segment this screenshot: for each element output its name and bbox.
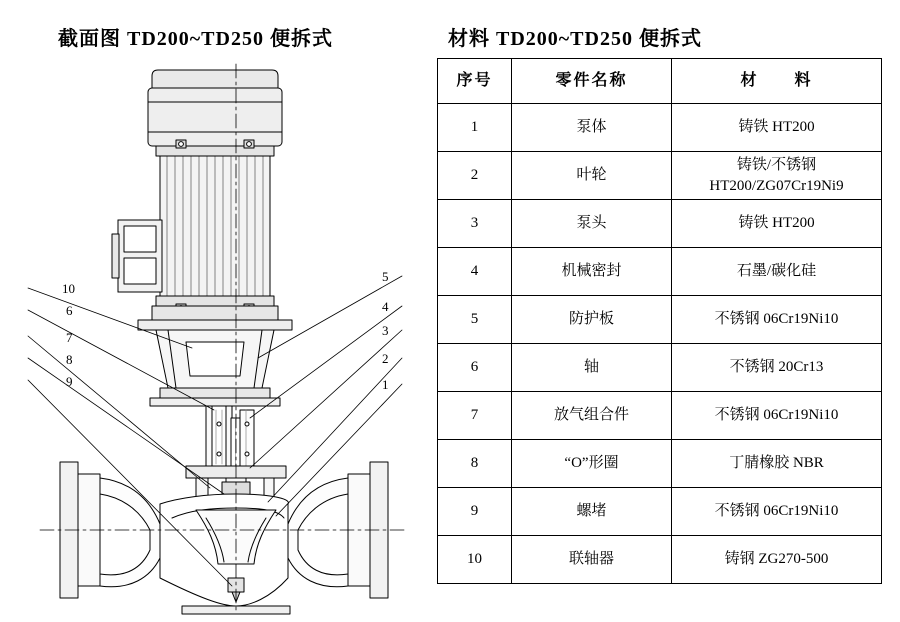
table-row [438, 536, 882, 584]
cell-index: 5 [438, 296, 512, 344]
cell-index: 6 [438, 344, 512, 392]
cell-part-name: 联轴器 [512, 536, 672, 584]
callout-label-1: 1 [382, 377, 389, 392]
callout-label-8: 8 [66, 352, 73, 367]
callout-label-9: 9 [66, 374, 73, 389]
callout-label-10: 10 [62, 281, 75, 296]
cell-part-name: “O”形圈 [512, 440, 672, 488]
cell-index: 1 [438, 104, 512, 152]
cell-part-name: 轴 [512, 344, 672, 392]
callout-label-5: 5 [382, 269, 389, 284]
cell-index: 4 [438, 248, 512, 296]
cell-material: 铸铁 HT200 [672, 200, 882, 248]
cell-index: 3 [438, 200, 512, 248]
cell-index: 10 [438, 536, 512, 584]
cell-material: 不锈钢 20Cr13 [672, 344, 882, 392]
materials-panel [430, 0, 900, 622]
callout-label-7: 7 [66, 330, 73, 345]
cell-part-name: 泵头 [512, 200, 672, 248]
cell-index: 7 [438, 392, 512, 440]
left-panel-title: 截面图 TD200~TD250 便拆式 [58, 28, 333, 50]
cell-material: 不锈钢 06Cr19Ni10 [672, 488, 882, 536]
table-row [438, 488, 882, 536]
column-header-material: 材 料 [672, 59, 882, 104]
table-header-row [438, 59, 882, 104]
cell-part-name: 机械密封 [512, 248, 672, 296]
cell-index: 8 [438, 440, 512, 488]
table-row [438, 248, 882, 296]
cell-material: 丁腈橡胶 NBR [672, 440, 882, 488]
table-row [438, 296, 882, 344]
cell-material [672, 152, 882, 200]
table-row [438, 392, 882, 440]
table-row [438, 200, 882, 248]
cell-material: 不锈钢 06Cr19Ni10 [672, 392, 882, 440]
sectional-drawing-panel [0, 0, 430, 622]
cell-material: 石墨/碳化硅 [672, 248, 882, 296]
cell-material-line2: HT200/ZG07Cr19Ni9 [709, 177, 844, 194]
cell-material-line1: 铸铁/不锈钢 [736, 157, 817, 174]
column-header-no: 序号 [438, 59, 512, 104]
table-row [438, 152, 882, 200]
materials-table [437, 58, 882, 584]
cell-material: 铸钢 ZG270-500 [672, 536, 882, 584]
cell-part-name: 螺堵 [512, 488, 672, 536]
callout-label-3: 3 [382, 323, 389, 338]
cell-material: 不锈钢 06Cr19Ni10 [672, 296, 882, 344]
table-row [438, 440, 882, 488]
cell-part-name: 泵体 [512, 104, 672, 152]
column-header-partname: 零件名称 [512, 59, 672, 104]
cell-material: 铸铁 HT200 [672, 104, 882, 152]
right-panel-title: 材料 TD200~TD250 便拆式 [448, 28, 702, 50]
cell-part-name: 放气组合件 [512, 392, 672, 440]
table-row [438, 104, 882, 152]
callout-label-4: 4 [382, 299, 389, 314]
cell-part-name: 叶轮 [512, 152, 672, 200]
callout-label-2: 2 [382, 351, 389, 366]
callout-label-6: 6 [66, 303, 73, 318]
cell-index: 2 [438, 152, 512, 200]
cell-index: 9 [438, 488, 512, 536]
cell-part-name: 防护板 [512, 296, 672, 344]
pump-cross-section-diagram [0, 58, 430, 618]
table-row [438, 344, 882, 392]
